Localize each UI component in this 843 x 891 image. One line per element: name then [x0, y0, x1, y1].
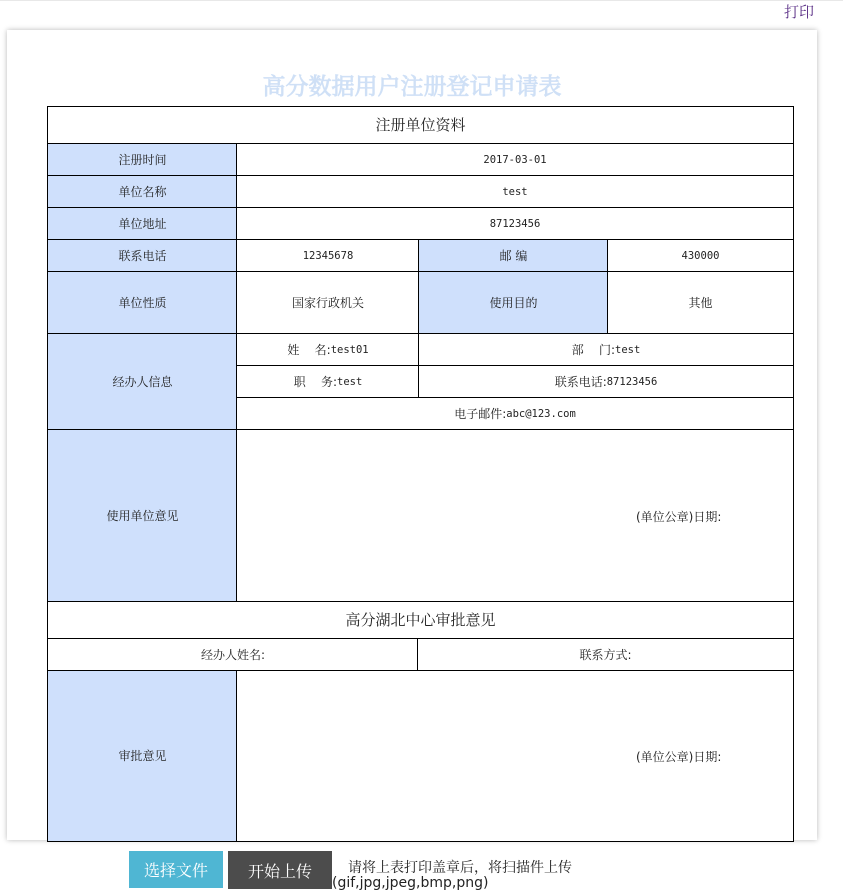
reg-time-value: 2017-03-01 [236, 143, 794, 176]
unit-address-label: 单位地址 [47, 207, 238, 240]
approval-opinion-stamp: (单位公章)日期: [636, 750, 722, 764]
purpose-value: 其他 [607, 271, 794, 334]
top-divider [0, 0, 843, 1]
handler-name: 姓 名: test01 [236, 333, 420, 366]
approval-opinion-label: 审批意见 [47, 670, 238, 842]
phone-value: 12345678 [236, 239, 420, 272]
phone-label: 联系电话 [47, 239, 238, 272]
purpose-label: 使用目的 [418, 271, 609, 334]
unit-name-label: 单位名称 [47, 175, 238, 208]
handler-phone: 联系电话: 87123456 [418, 365, 794, 398]
choose-file-button[interactable]: 选择文件 [129, 851, 223, 888]
handler-position: 职 务: test [236, 365, 420, 398]
print-link[interactable]: 打印 [784, 3, 815, 21]
start-upload-button[interactable]: 开始上传 [228, 851, 332, 889]
form-title: 高分数据用户注册登记申请表 [262, 74, 562, 100]
handler-dept: 部 门: test [418, 333, 794, 366]
approver-name: 经办人姓名: [47, 638, 419, 671]
unit-nature-label: 单位性质 [47, 271, 238, 334]
unit-opinion-label: 使用单位意见 [47, 429, 238, 602]
upload-formats: (gif,jpg,jpeg,bmp,png) [332, 875, 489, 891]
unit-address-value: 87123456 [236, 207, 794, 240]
approver-contact: 联系方式: [417, 638, 794, 671]
section-registration-title: 注册单位资料 [47, 106, 794, 144]
handler-info-label: 经办人信息 [47, 333, 238, 430]
handler-email: 电子邮件: abc@123.com [236, 397, 794, 430]
unit-opinion-stamp: (单位公章)日期: [636, 510, 722, 524]
postcode-label: 邮 编 [418, 239, 609, 272]
postcode-value: 430000 [607, 239, 794, 272]
reg-time-label: 注册时间 [47, 143, 238, 176]
unit-name-value: test [236, 175, 794, 208]
section-approval-title: 高分湖北中心审批意见 [47, 601, 794, 639]
upload-hint: 请将上表打印盖章后，将扫描件上传 [348, 860, 572, 876]
unit-nature-value: 国家行政机关 [236, 271, 420, 334]
